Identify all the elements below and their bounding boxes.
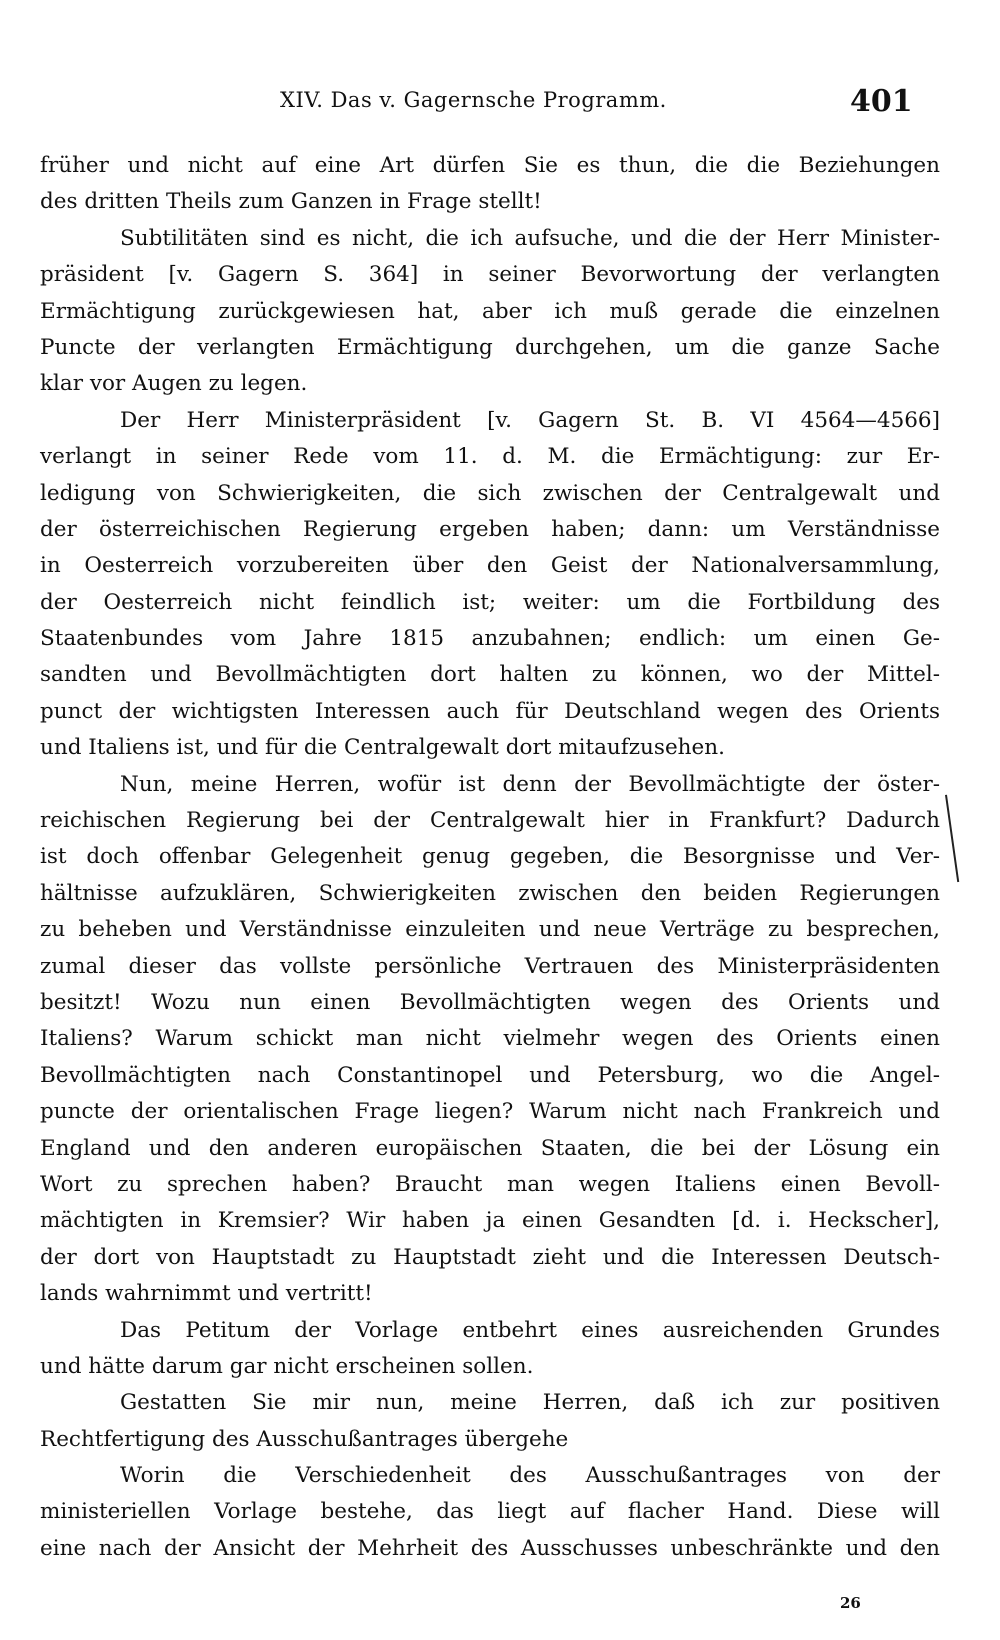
text-line: Bevollmächtigten nach Constantinopel und Petersburg, wo die Angel- xyxy=(40,1062,940,1088)
text-line: Gestatten Sie mir nun, meine Herren, daß ich zur positiven xyxy=(120,1390,940,1416)
text-line: puncte der orientalischen Frage liegen? Warum nicht nach Frankreich und xyxy=(40,1099,940,1125)
text-line: ist doch offenbar Gelegenheit genug gegeben, die Besorgnisse und Ver- xyxy=(40,844,940,870)
text-line: ledigung von Schwierigkeiten, die sich zwischen der Centralgewalt und xyxy=(40,480,940,506)
text-line: des dritten Theils zum Ganzen in Frage stellt! xyxy=(40,189,542,215)
text-line: Das Petitum der Vorlage entbehrt eines ausreichenden Grundes xyxy=(120,1317,940,1343)
text-line: klar vor Augen zu legen. xyxy=(40,371,308,397)
text-line: hältnisse aufzuklären, Schwierigkeiten zwischen den beiden Regierungen xyxy=(40,880,940,906)
text-line: Ermächtigung zurückgewiesen hat, aber ich muß gerade die einzelnen xyxy=(40,298,940,324)
text-line: besitzt! Wozu nun einen Bevollmächtigten wegen des Orients und xyxy=(40,989,940,1015)
page-number: 401 xyxy=(850,84,913,119)
text-line: verlangt in seiner Rede vom 11. d. M. die Ermächtigung: zur Er- xyxy=(40,444,940,470)
text-line: eine nach der Ansicht der Mehrheit des Ausschusses unbeschränkte und den xyxy=(40,1535,940,1561)
signature-mark: 26 xyxy=(840,1594,861,1612)
text-line: Rechtfertigung des Ausschußantrages übergehe xyxy=(40,1426,569,1452)
text-line: zumal dieser das vollste persönliche Vertrauen des Ministerpräsidenten xyxy=(40,953,940,979)
text-line: der Oesterreich nicht feindlich ist; weiter: um die Fortbildung des xyxy=(40,589,940,615)
text-line: präsident [v. Gagern S. 364] in seiner Bevorwortung der verlangten xyxy=(40,262,940,288)
running-title: XIV. Das v. Gagernsche Programm. xyxy=(280,88,667,112)
text-line: lands wahrnimmt und vertritt! xyxy=(40,1281,373,1307)
text-line: sandten und Bevollmächtigten dort halten zu können, wo der Mittel- xyxy=(40,662,940,688)
text-line: Der Herr Ministerpräsident [v. Gagern St. B. VI 4564—4566] xyxy=(120,407,940,433)
text-line: Nun, meine Herren, wofür ist denn der Bevollmächtigte der öster- xyxy=(120,771,940,797)
margin-pencil-mark xyxy=(945,795,959,882)
text-line: der dort von Hauptstadt zu Hauptstadt zieht und die Interessen Deutsch- xyxy=(40,1244,940,1270)
text-line: Worin die Verschiedenheit des Ausschußantrages von der xyxy=(120,1463,940,1489)
text-line: Puncte der verlangten Ermächtigung durchgehen, um die ganze Sache xyxy=(40,334,940,360)
text-line: in Oesterreich vorzubereiten über den Geist der Nationalversammlung, xyxy=(40,553,940,579)
text-line: Staatenbundes vom Jahre 1815 anzubahnen; endlich: um einen Ge- xyxy=(40,626,940,652)
text-line: zu beheben und Verständnisse einzuleiten und neue Verträge zu besprechen, xyxy=(40,917,940,943)
text-line: punct der wichtigsten Interessen auch für Deutschland wegen des Orients xyxy=(40,698,940,724)
text-line: früher und nicht auf eine Art dürfen Sie es thun, die die Beziehungen xyxy=(40,153,940,178)
text-line: mächtigten in Kremsier? Wir haben ja einen Gesandten [d. i. Heckscher], xyxy=(40,1208,940,1234)
text-line: England und den anderen europäischen Staaten, die bei der Lösung ein xyxy=(40,1135,940,1161)
text-line: Italiens? Warum schickt man nicht vielmehr wegen des Orients einen xyxy=(40,1026,940,1052)
text-line: und hätte darum gar nicht erscheinen sollen. xyxy=(40,1353,534,1379)
text-line: reichischen Regierung bei der Centralgewalt hier in Frankfurt? Dadurch xyxy=(40,808,940,834)
text-line: ministeriellen Vorlage bestehe, das liegt auf flacher Hand. Diese will xyxy=(40,1499,940,1525)
text-line: Wort zu sprechen haben? Braucht man wegen Italiens einen Bevoll- xyxy=(40,1171,940,1197)
text-line: der österreichischen Regierung ergeben haben; dann: um Verständnisse xyxy=(40,516,940,542)
body-text xyxy=(40,148,940,1567)
text-line: Subtilitäten sind es nicht, die ich aufsuche, und die der Herr Minister- xyxy=(120,225,940,251)
text-line: und Italiens ist, und für die Centralgewalt dort mitaufzusehen. xyxy=(40,735,725,761)
